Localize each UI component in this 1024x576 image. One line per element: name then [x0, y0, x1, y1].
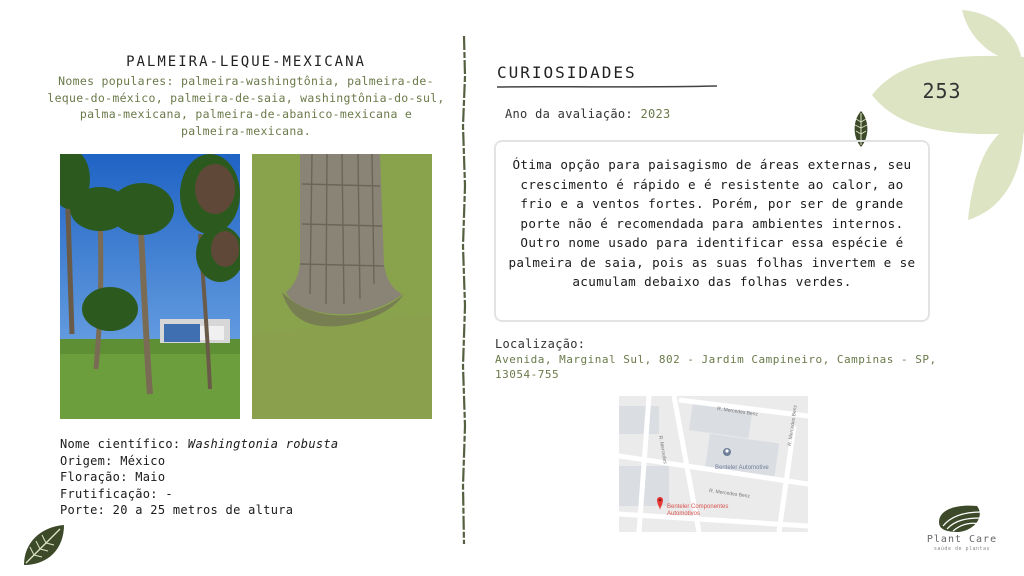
origin-line: Origem: México	[60, 453, 166, 468]
evaluation-year: Ano da avaliação: 2023	[505, 107, 671, 121]
flowering-line: Floração: Maio	[60, 470, 166, 484]
leaf-icon	[20, 523, 68, 568]
species-facts	[60, 436, 338, 519]
location-label: Localização:	[495, 337, 586, 351]
page-number: 253	[922, 79, 962, 103]
svg-text:R. Mercedes Benz: R. Mercedes Benz	[787, 404, 799, 447]
svg-text:Benteler Automotive: Benteler Automotive	[715, 465, 769, 471]
section-title: CURIOSIDADES	[497, 63, 637, 82]
curiosity-paragraph-2: Outro nome usado para identificar essa espécie é palmeira de saia, pois as suas folhas invertem e se acumulam debaixo das folhas verdes.	[508, 235, 916, 289]
fruiting-line: Frutificação: -	[60, 486, 173, 501]
popular-names: Nomes populares: palmeira-washingtônia, palmeira-de-leque-do-méxico, palmeira-de-saia, washingtônia-do-sul, palma-mexicana, palmeira-de-abanico-mexicana e palmeira-mexicana.	[47, 74, 445, 138]
scientific-name: Washingtonia robusta	[187, 437, 339, 451]
photo-palm-trunk	[252, 154, 432, 419]
svg-text:Automotivos: Automotivos	[667, 511, 701, 517]
size-line: Porte: 20 a 25 metros de altura	[60, 503, 294, 517]
curiosity-paragraph-1: Ótima opção para paisagismo de áreas externas, seu crescimento é rápido e é resistente ao calor, ao frio e a ventos fortes. Porém, por ser de grande porte não é recomendada para ambientes internos.	[512, 157, 912, 231]
svg-text:Benteler Componentes: Benteler Componentes	[667, 504, 729, 510]
svg-text:R. Mercedes: R. Mercedes	[657, 435, 668, 465]
scientific-name-line: Nome científico: Washingtonia robusta	[60, 437, 339, 451]
logo-name: Plant Care	[926, 534, 998, 545]
plant-care-logo-icon	[937, 502, 987, 534]
title-underline	[497, 84, 717, 90]
svg-text:R. Mercedes Benz: R. Mercedes Benz	[708, 488, 751, 500]
location-address: Avenida, Marginal Sul, 802 - Jardim Campineiro, Campinas - SP, 13054-755	[495, 353, 937, 381]
logo-tagline: saúde de plantas	[933, 546, 991, 552]
svg-text:R. Mercedes Benz: R. Mercedes Benz	[716, 406, 759, 418]
species-title: PALMEIRA-LEQUE-MEXICANA	[126, 54, 366, 70]
curiosities-card	[494, 140, 930, 322]
photo-palm-trees	[60, 154, 240, 419]
evaluation-year-value: 2023	[640, 107, 671, 121]
vertical-divider	[458, 36, 470, 544]
location-map[interactable]	[619, 396, 808, 532]
